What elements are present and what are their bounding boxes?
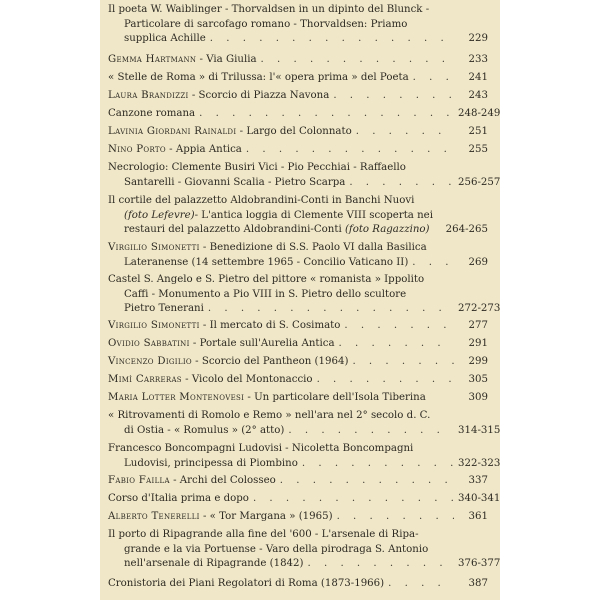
page-number: 340-341 [458, 493, 501, 504]
entry-author: Maria Lotter Montenovesi [108, 392, 245, 403]
leader-dots [356, 125, 454, 140]
leader-dots [280, 474, 454, 489]
entry-text: Castel S. Angelo e S. Pietro del pittore « romanista » Ippolito [108, 274, 425, 285]
toc-entry [108, 71, 488, 86]
entry-title: « Stelle de Roma » di Trilussa: l'« opera prima » del Poeta [108, 72, 409, 83]
entry-title: Il mercato di S. Cosimato [209, 320, 341, 331]
page-number: 376-377 [458, 558, 501, 569]
leader-dots [261, 53, 454, 68]
leader-dots [288, 424, 454, 439]
photo-credit: (foto Ragazzino) [344, 224, 430, 235]
leader-dots [349, 176, 454, 191]
page-number: 264-265 [445, 224, 488, 235]
page-number: 269 [468, 256, 488, 268]
toc-entry [108, 409, 501, 438]
leader-dots [302, 457, 454, 472]
entry-text: restauri del palazzetto Aldobrandini-Conti [124, 224, 342, 235]
toc-entry: Virgilio Simonetti - Il mercato di S. Cosimato . . . 277 [108, 319, 488, 334]
page-number: 361 [468, 511, 488, 522]
toc-entry [108, 442, 501, 471]
entry-text: « Ritrovamenti di Romolo e Remo » nell'ara nel 2° secolo d. C. [108, 410, 431, 421]
page-number: 248-249 [458, 108, 501, 119]
entry-author: Nino Porto [108, 144, 166, 155]
toc-entry [108, 528, 501, 572]
leader-dots [246, 143, 454, 158]
page-number: 291 [468, 338, 488, 349]
entry-text: nell'arsenale di Ripagrande (1842) [124, 558, 304, 569]
toc-entry: Lavinia Giordani Rainaldi - Largo del Colonnato . . . 251 [108, 125, 488, 140]
entry-author: Alberto Tenerelli [108, 511, 200, 522]
entry-title: Scorcio del Pantheon (1964) [201, 356, 349, 367]
toc-entry [108, 492, 501, 507]
entry-text: di Ostia - « Romulus » (2° atto) [124, 424, 285, 436]
leader-dots [210, 32, 454, 47]
entry-text: Pietro Tenerani [124, 303, 204, 314]
toc-entry: Maria Lotter Montenovesi - Un particolare dell'Isola Tiberina 309 [108, 391, 488, 406]
leader-dots [208, 302, 454, 317]
entry-text: Il porto di Ripagrande alla fine del '600 - L'arsenale di Ripa- [108, 529, 419, 540]
page-number: 243 [468, 90, 488, 101]
photo-credit: (foto Lefevre) [124, 209, 195, 221]
toc-entry: Virgilio Simonetti - Benedizione di S.S. Paolo VI dalla Basilica Lateranense (14 settembre 1965 - Concilio Vaticano II) . . . 269 [108, 241, 488, 270]
entry-title: Vicolo del Montonaccio [191, 374, 313, 385]
entry-title: Scorcio di Piazza Navona [198, 90, 330, 101]
entry-text: Caffi - Monumento a Pio VIII in S. Pietro dello scultore [124, 288, 407, 300]
entry-text: Particolare di sarcofago romano - Thorvaldsen: Priamo [124, 18, 408, 30]
entry-author: Vincenzo Digilio [108, 356, 192, 367]
entry-text: grande e la via Portuense - Varo della pirodraga S. Antonio [124, 543, 429, 555]
entry-text: supplica Achille [124, 33, 206, 44]
entry-author: Fabio Failla [108, 475, 170, 486]
entry-text: Il poeta W. Waiblinger - Thorvaldsen in un dipinto del Blunck - [108, 4, 430, 15]
entry-title: Via Giulia [206, 54, 257, 65]
entry-author: Virgilio Simonetti [108, 320, 200, 331]
page-number: 314-315 [458, 424, 501, 436]
toc-entry: Alberto Tenerelli - « Tor Margana » (1965) . . . 361 [108, 510, 488, 525]
toc-entry: Mimì Carreras - Vicolo del Montonaccio . . . 305 [108, 373, 488, 388]
entry-title: Portale sull'Aurelia Antica [199, 338, 335, 349]
entry-title: Archi del Colosseo [179, 475, 276, 486]
page-number: 337 [468, 475, 488, 486]
page-number: 255 [468, 144, 488, 155]
toc-entry: Laura Brandizzi - Scorcio di Piazza Navona . . . 243 [108, 89, 488, 104]
leader-dots [317, 373, 454, 388]
entry-text: Ludovisi, principessa di Piombino [124, 457, 298, 469]
leader-dots [388, 577, 454, 592]
leader-dots [253, 492, 454, 507]
entry-text: Necrologio: Clemente Busiri Vici - Pio Pecchiai - Raffaello [108, 162, 406, 173]
leader-dots [413, 71, 454, 86]
toc-entry [108, 107, 501, 122]
entry-text: Santarelli - Giovanni Scalia - Pietro Scarpa [124, 176, 346, 188]
leader-dots [337, 510, 454, 525]
page-number: 322-323 [458, 457, 501, 469]
page-number: 233 [468, 54, 488, 65]
toc-entry [108, 161, 501, 190]
toc-entry [108, 194, 488, 238]
page-number: 305 [468, 374, 488, 385]
entry-title: Largo del Colonnato [246, 126, 352, 137]
toc-entry: Ovidio Sabbatini - Portale sull'Aurelia Antica . . . 291 [108, 337, 488, 352]
entry-author: Lavinia Giordani Rainaldi [108, 126, 237, 137]
entry-title: Canzone romana [108, 108, 196, 119]
entry-title: Benedizione di S.S. Paolo VI dalla Basilica [209, 242, 427, 253]
toc-entry: Gemma Hartmann - Via Giulia . . . 233 [108, 53, 488, 68]
leader-dots [344, 319, 454, 334]
page-number: 229 [468, 33, 488, 44]
entry-text: - L'antica loggia di Clemente VIII scoperta nei [194, 209, 433, 221]
toc-entry [108, 273, 501, 317]
page-number: 309 [468, 392, 488, 403]
entry-text: Lateranense (14 settembre 1965 - Concilio Vaticano II) [124, 256, 409, 268]
toc-entry [108, 3, 488, 47]
entry-text: Francesco Boncompagni Ludovisi - Nicoletta Boncompagni [108, 443, 414, 454]
entry-title: Appia Antica [175, 144, 242, 155]
page-number: 256-257 [458, 176, 501, 188]
entry-author: Gemma Hartmann [108, 54, 197, 65]
page-number: 272-273 [458, 303, 501, 314]
entry-title: Un particolare dell'Isola Tiberina [254, 392, 426, 403]
leader-dots [308, 557, 455, 572]
page-number: 277 [468, 320, 488, 331]
page-number: 387 [468, 578, 488, 589]
entry-title: Corso d'Italia prima e dopo [108, 493, 249, 504]
leader-dots [352, 355, 454, 370]
toc-entry: Fabio Failla - Archi del Colosseo . . . 337 [108, 474, 488, 489]
page-number: 299 [468, 356, 488, 367]
leader-dots [199, 107, 454, 122]
entry-text: Il cortile del palazzetto Aldobrandini-Conti in Banchi Nuovi [108, 195, 415, 206]
entry-author: Laura Brandizzi [108, 90, 189, 101]
entry-title: « Tor Margana » (1965) [209, 511, 333, 522]
leader-dots [412, 256, 454, 271]
index-page [100, 0, 500, 600]
leader-dots [339, 337, 454, 352]
entry-author: Virgilio Simonetti [108, 242, 200, 253]
leader-dots [333, 89, 454, 104]
toc-entry [108, 577, 488, 592]
entry-author: Mimì Carreras [108, 374, 182, 385]
entry-author: Ovidio Sabbatini [108, 338, 190, 349]
entry-title: Cronistoria dei Piani Regolatori di Roma (1873-1966) [108, 578, 385, 589]
toc-entry: Nino Porto - Appia Antica . . . 255 [108, 143, 488, 158]
page-number: 251 [468, 126, 488, 137]
page-number: 241 [468, 72, 488, 83]
toc-entry: Vincenzo Digilio - Scorcio del Pantheon (1964) . . . 299 [108, 355, 488, 370]
